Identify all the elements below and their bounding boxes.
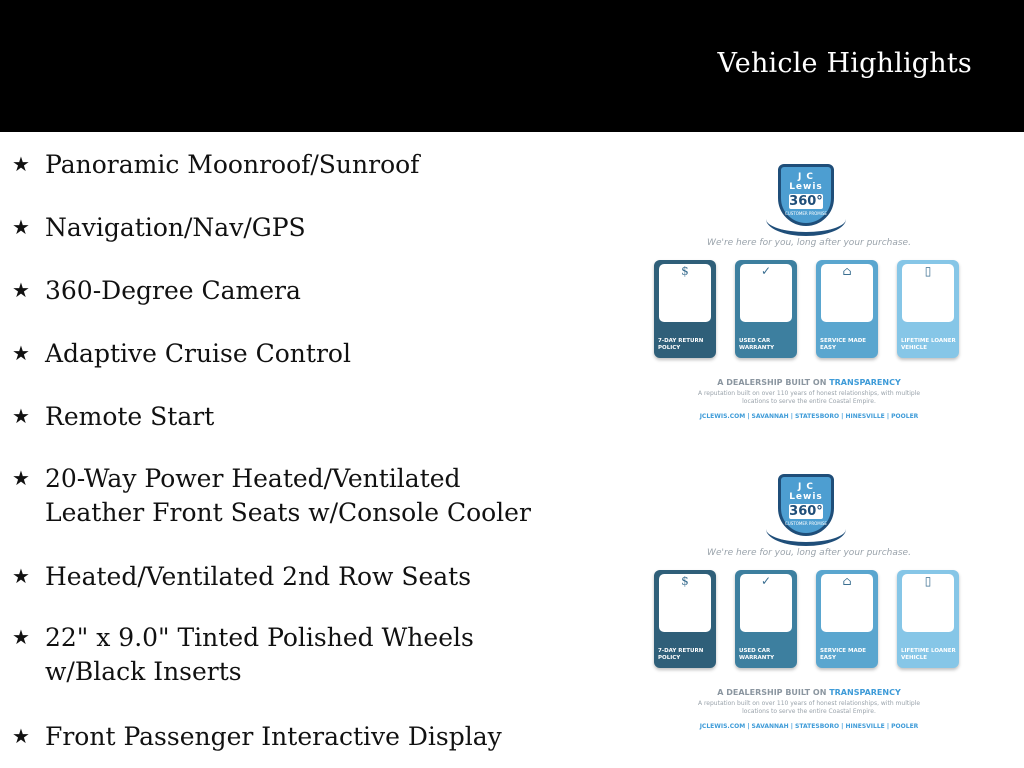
house-car-icon: ⌂	[842, 264, 852, 278]
card-label: 7-DAY RETURN POLICY	[658, 338, 704, 351]
promise-card	[654, 570, 716, 668]
tagline: We're here for you, long after your purchase.	[707, 548, 911, 558]
feature-text: Leather Front Seats w/Console Cooler	[45, 498, 531, 527]
feature-text: w/Black Inserts	[45, 657, 242, 686]
promise-card	[897, 260, 959, 358]
feature-item	[12, 621, 592, 689]
badge-check-icon: ✓	[760, 574, 772, 588]
star-icon: ★	[12, 564, 30, 588]
card-label: USED CAR WARRANTY	[739, 648, 775, 661]
promise-card	[654, 260, 716, 358]
promise-card	[735, 260, 797, 358]
feature-text: Navigation/Nav/GPS	[45, 213, 306, 242]
star-icon: ★	[12, 341, 30, 365]
card-label: LIFETIME LOANER VEHICLE	[901, 648, 956, 661]
locations-text: JCLEWIS.COM | SAVANNAH | STATESBORO | HINESVILLE | POOLER	[699, 723, 919, 730]
feature-item	[12, 148, 592, 182]
dealership-slogan: A DEALERSHIP BUILT ON TRANSPARENCY	[717, 688, 901, 697]
feature-text: 20-Way Power Heated/Ventilated	[45, 464, 461, 493]
star-icon: ★	[12, 215, 30, 239]
card-label: USED CAR WARRANTY	[739, 338, 775, 351]
feature-item	[12, 720, 592, 754]
reputation-text: A reputation built on over 110 years of honest relationships, with multiple locations to serve the entire Coastal Empire.	[697, 700, 921, 715]
feature-item	[12, 337, 592, 371]
customer-promise-graphic	[648, 470, 970, 740]
shield-logo	[778, 164, 834, 226]
reputation-text: A reputation built on over 110 years of honest relationships, with multiple locations to serve the entire Coastal Empire.	[697, 390, 921, 405]
feature-item	[12, 560, 592, 594]
feature-text: 22" x 9.0" Tinted Polished Wheels	[45, 623, 474, 652]
brand-name: J C Lewis	[789, 172, 823, 192]
feature-text: Remote Start	[45, 402, 215, 431]
dollar-cycle-icon: $	[681, 574, 689, 588]
promise-card	[816, 260, 878, 358]
card-label: LIFETIME LOANER VEHICLE	[901, 338, 956, 351]
star-icon: ★	[12, 625, 30, 649]
promise-card	[816, 570, 878, 668]
phone-car-icon: ▯	[924, 574, 932, 588]
house-car-icon: ⌂	[842, 574, 852, 588]
card-label: 7-DAY RETURN POLICY	[658, 648, 704, 661]
feature-text: Adaptive Cruise Control	[45, 339, 351, 368]
dealership-slogan: A DEALERSHIP BUILT ON TRANSPARENCY	[717, 378, 901, 387]
star-icon: ★	[12, 278, 30, 302]
shield-logo	[778, 474, 834, 536]
badge-number: 360°	[789, 194, 823, 209]
promise-cards	[654, 260, 964, 372]
feature-text: Front Passenger Interactive Display	[45, 722, 502, 751]
tagline: We're here for you, long after your purchase.	[707, 238, 911, 248]
badge-subtitle: CUSTOMER PROMISE	[785, 211, 827, 216]
badge-subtitle: CUSTOMER PROMISE	[785, 521, 827, 526]
phone-car-icon: ▯	[924, 264, 932, 278]
page-title: Vehicle Highlights	[717, 48, 972, 79]
feature-item	[12, 462, 592, 530]
customer-promise-graphic	[648, 160, 970, 430]
feature-item	[12, 274, 592, 308]
dollar-cycle-icon: $	[681, 264, 689, 278]
promise-card	[897, 570, 959, 668]
promise-card	[735, 570, 797, 668]
star-icon: ★	[12, 466, 30, 490]
feature-text: Heated/Ventilated 2nd Row Seats	[45, 562, 472, 591]
feature-text: 360-Degree Camera	[45, 276, 301, 305]
feature-item	[12, 400, 592, 434]
feature-item	[12, 211, 592, 245]
badge-number: 360°	[789, 504, 823, 519]
star-icon: ★	[12, 152, 30, 176]
promise-cards	[654, 570, 964, 682]
star-icon: ★	[12, 724, 30, 748]
badge-check-icon: ✓	[760, 264, 772, 278]
brand-name: J C Lewis	[789, 482, 823, 502]
star-icon: ★	[12, 404, 30, 428]
card-label: SERVICE MADE EASY	[820, 338, 867, 351]
locations-text: JCLEWIS.COM | SAVANNAH | STATESBORO | HINESVILLE | POOLER	[699, 413, 919, 420]
card-label: SERVICE MADE EASY	[820, 648, 867, 661]
feature-text: Panoramic Moonroof/Sunroof	[45, 150, 420, 179]
